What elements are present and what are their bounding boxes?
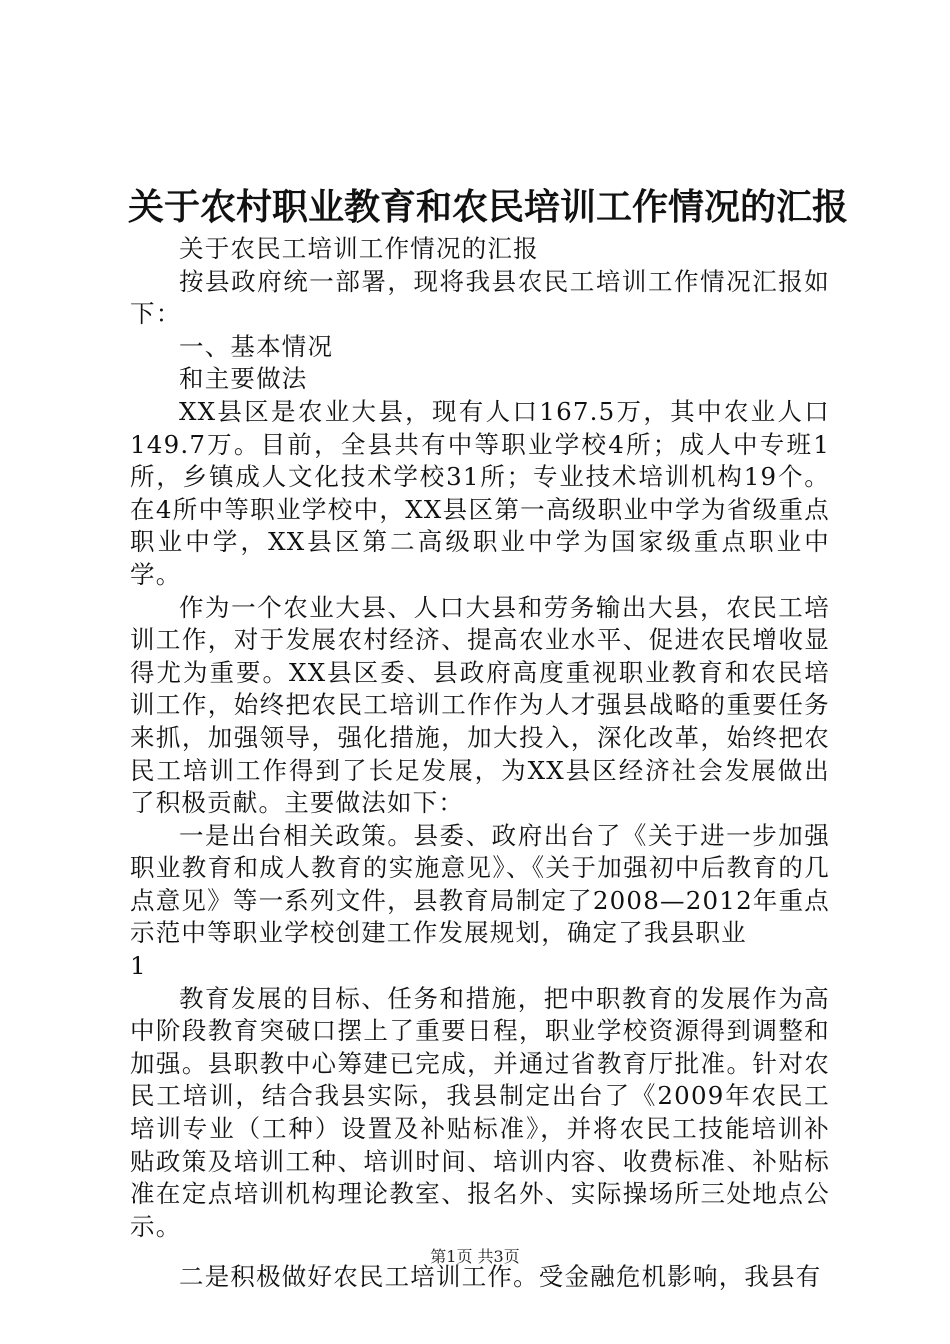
paragraph-importance: 作为一个农业大县、人口大县和劳务输出大县，农民工培训工作，对于发展农村经济、提高农业水平、促进农民增收显得尤为重要。XX县区委、县政府高度重视职业教育和农民培训工作，始终把农民工培训工作作为人才强县战略的重要任务来抓，加强领导，强化措施，加大投入，深化改革，始终把农民工培训工作得到了长足发展，为XX县区经济社会发展做出了积极贡献。主要做法如下： — [130, 592, 830, 818]
section-heading-methods: 和主要做法 — [179, 364, 308, 394]
paragraph-training-work: 二是积极做好农民工培训工作。受金融危机影响，我县有 — [179, 1262, 822, 1292]
paragraph-education-goals: 教育发展的目标、任务和措施，把中职教育的发展作为高中阶段教育突破口摆上了重要日程，职业学校资源得到调整和加强。县职教中心筹建已完成，并通过省教育厅批准。针对农民工培训，结合我县实际，我县制定出台了《2009年农民工培训专业（工种）设置及补贴标准》，并将农民工技能培训补贴政策及培训工种、培训时间、培训内容、收费标准、补贴标准在定点培训机构理论教室、报名外、实际操场所三处地点公示。 — [130, 983, 830, 1241]
paragraph-subtitle: 关于农民工培训工作情况的汇报 — [179, 234, 539, 263]
page-footer: 第1页 共3页 — [430, 1247, 520, 1266]
page-break-number: 1 — [130, 951, 147, 981]
paragraph-intro: 按县政府统一部署，现将我县农民工培训工作情况汇报如下： — [130, 266, 830, 329]
section-heading-basic: 一、基本情况 — [179, 331, 334, 361]
document-title: 关于农村职业教育和农民培训工作情况的汇报 — [128, 187, 849, 228]
paragraph-policy: 一是出台相关政策。县委、政府出台了《关于进一步加强职业教育和成人教育的实施意见》、《关于加强初中后教育的几点意见》等一系列文件，县教育局制定了2008—2012年重点示范中等职业学校创建工作发展规划，确定了我县职业 — [130, 820, 830, 948]
document-body — [130, 233, 830, 1294]
paragraph-county-overview: XX县区是农业大县，现有人口167.5万，其中农业人口149.7万。目前，全县共有中等职业学校4所；成人中专班1所，乡镇成人文化技术学校31所；专业技术培训机构19个。在4所中等职业学校中，XX县区第一高级职业中学为省级重点职业中学，XX县区第二高级职业中学为国家级重点职业中学。 — [130, 396, 830, 589]
